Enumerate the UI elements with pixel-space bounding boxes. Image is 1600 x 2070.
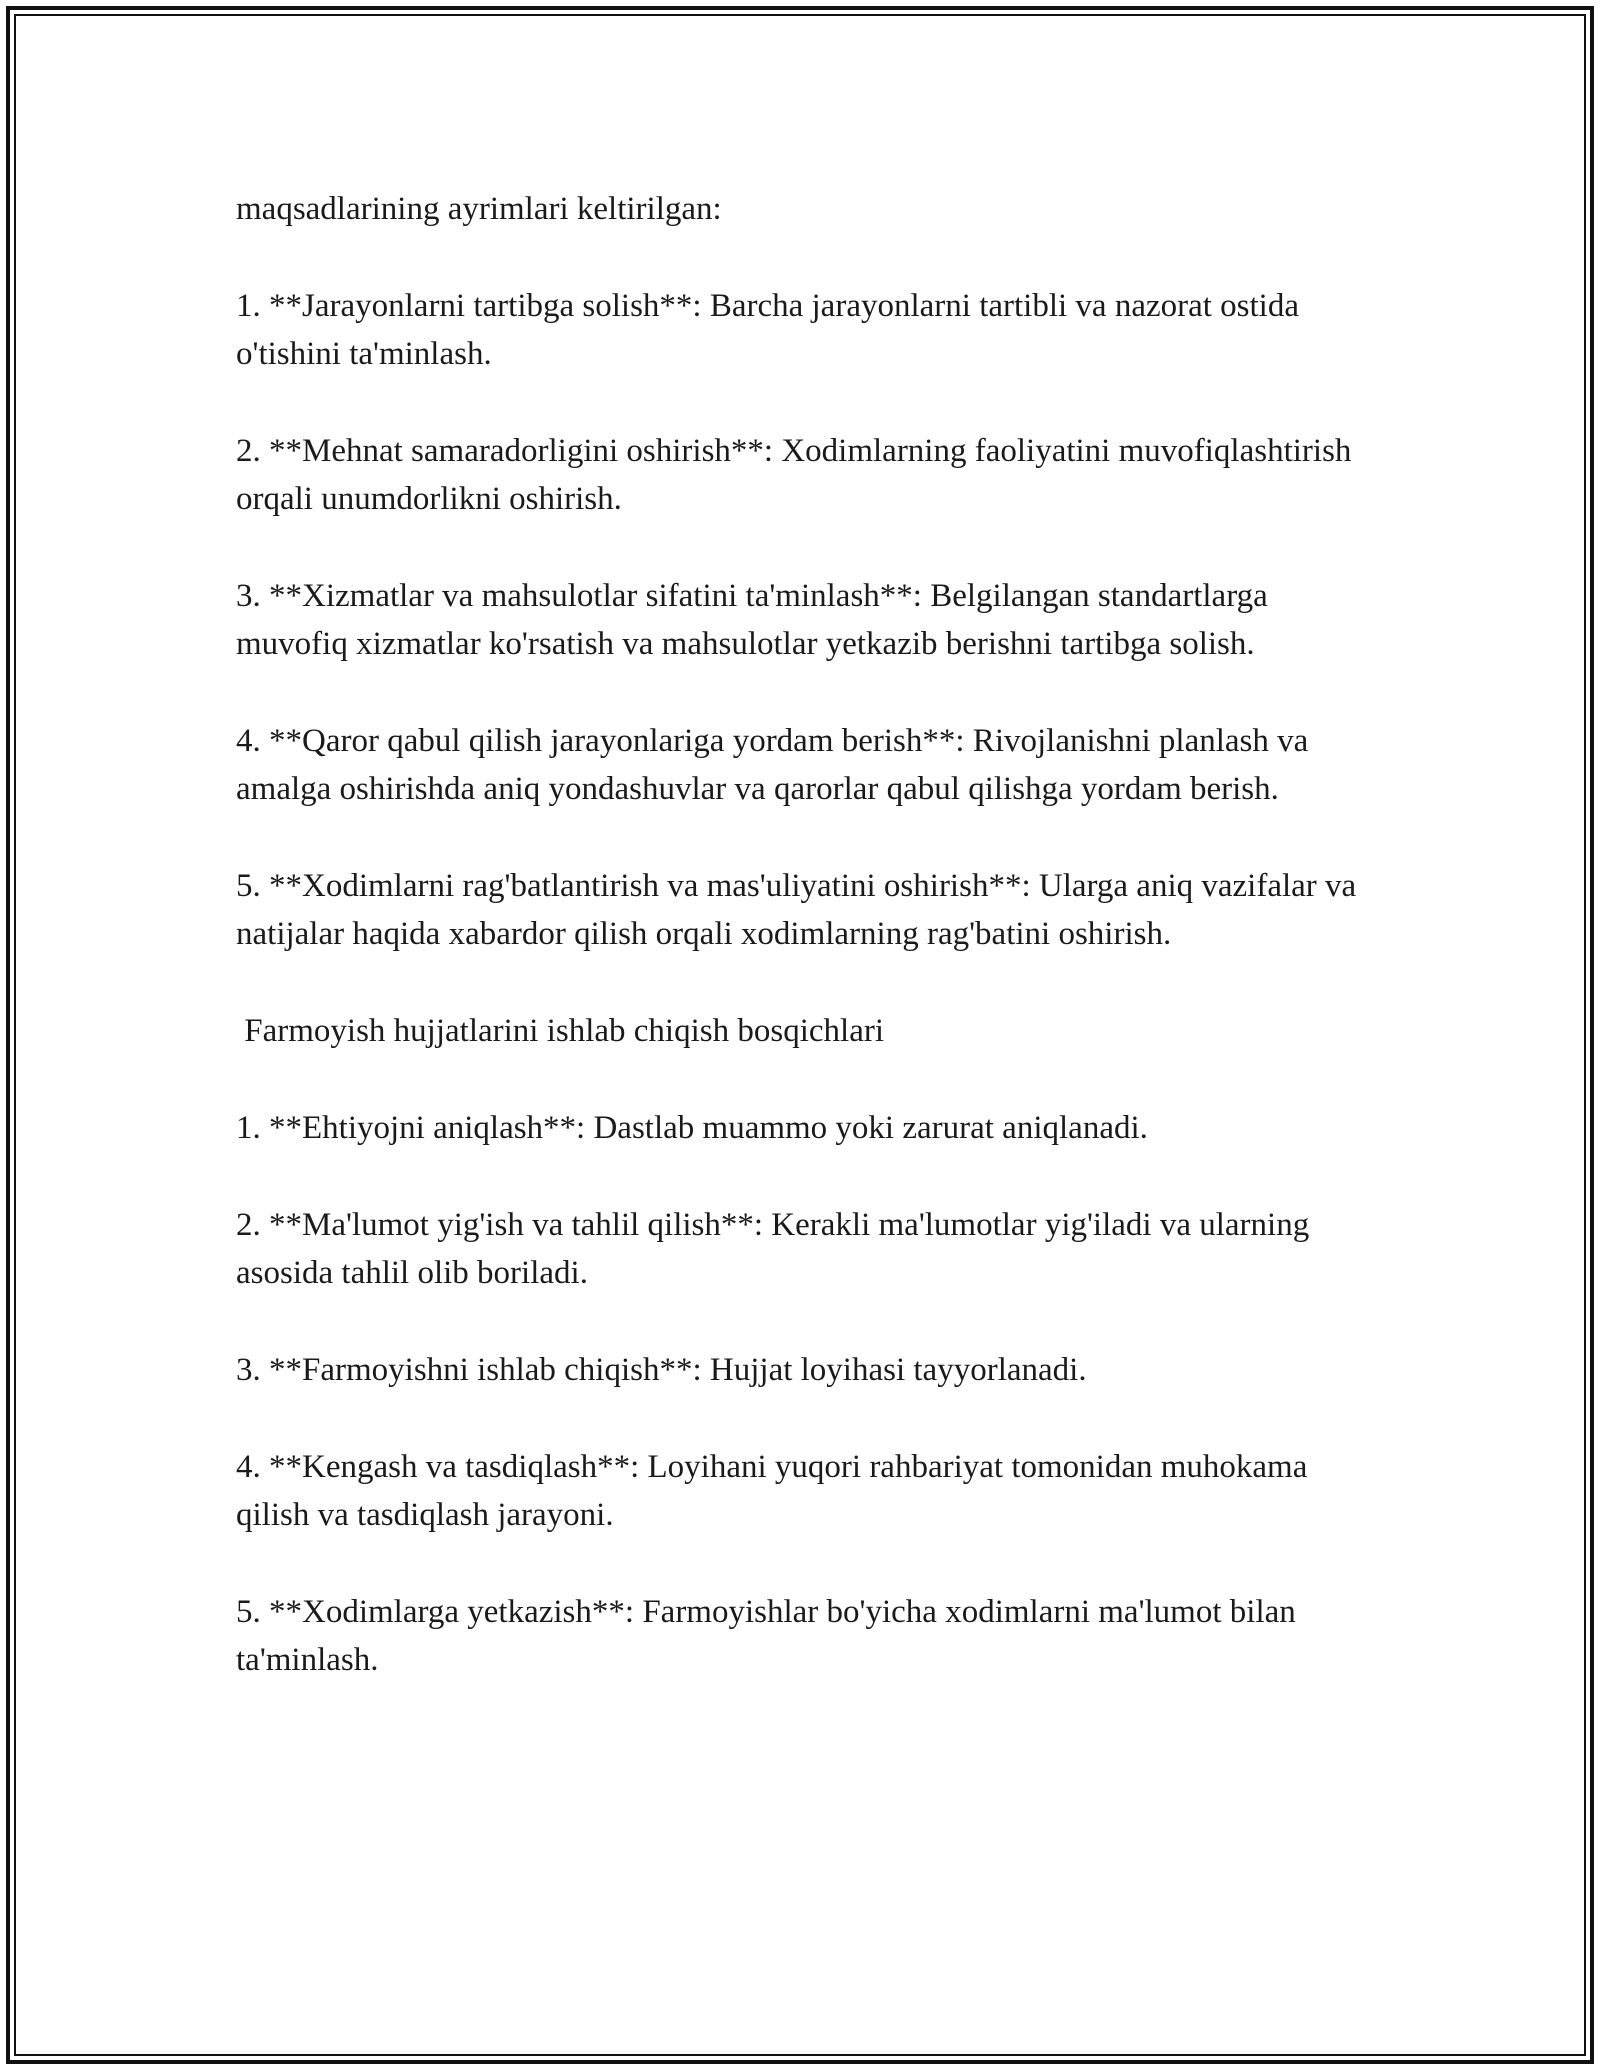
goal-item-1: 1. **Jarayonlarni tartibga solish**: Barcha jarayonlarni tartibli va nazorat ostida o'tishini ta'minlash.: [236, 288, 1308, 372]
document-body: [236, 185, 1366, 1684]
step-item-4: 4. **Kengash va tasdiqlash**: Loyihani yuqori rahbariyat tomonidan muhokama qilish va tasdiqlash jarayoni.: [236, 1449, 1316, 1533]
step-item-1: 1. **Ehtiyojni aniqlash**: Dastlab muammo yoki zarurat aniqlanadi.: [236, 1110, 1148, 1146]
step-item-2: 2. **Ma'lumot yig'ish va tahlil qilish**: Kerakli ma'lumotlar yig'iladi va ularning asosida tahlil olib boriladi.: [236, 1207, 1318, 1291]
step-item-3: 3. **Farmoyishni ishlab chiqish**: Hujjat loyihasi tayyorlanadi.: [236, 1352, 1087, 1388]
goal-item-4: 4. **Qaror qabul qilish jarayonlariga yordam berish**: Rivojlanishni planlash va amalga oshirishda aniq yondashuvlar va qarorlar qabul qilishga yordam berish.: [236, 723, 1317, 807]
step-item-5: 5. **Xodimlarga yetkazish**: Farmoyishlar bo'yicha xodimlarni ma'lumot bilan ta'minlash.: [236, 1594, 1305, 1678]
goal-item-3: 3. **Xizmatlar va mahsulotlar sifatini ta'minlash**: Belgilangan standartlarga muvofiq xizmatlar ko'rsatish va mahsulotlar yetkazib berishni tartibga solish.: [236, 578, 1276, 662]
intro-text: maqsadlarining ayrimlari keltirilgan:: [236, 191, 722, 227]
section-heading: Farmoyish hujjatlarini ishlab chiqish bosqichlari: [236, 1013, 884, 1049]
goal-item-2: 2. **Mehnat samaradorligini oshirish**: Xodimlarning faoliyatini muvofiqlashtirish orqali unumdorlikni oshirish.: [236, 433, 1360, 517]
goal-item-5: 5. **Xodimlarni rag'batlantirish va mas'uliyatini oshirish**: Ularga aniq vazifalar va natijalar haqida xabardor qilish orqali xodimlarning rag'batini oshirish.: [236, 868, 1365, 952]
